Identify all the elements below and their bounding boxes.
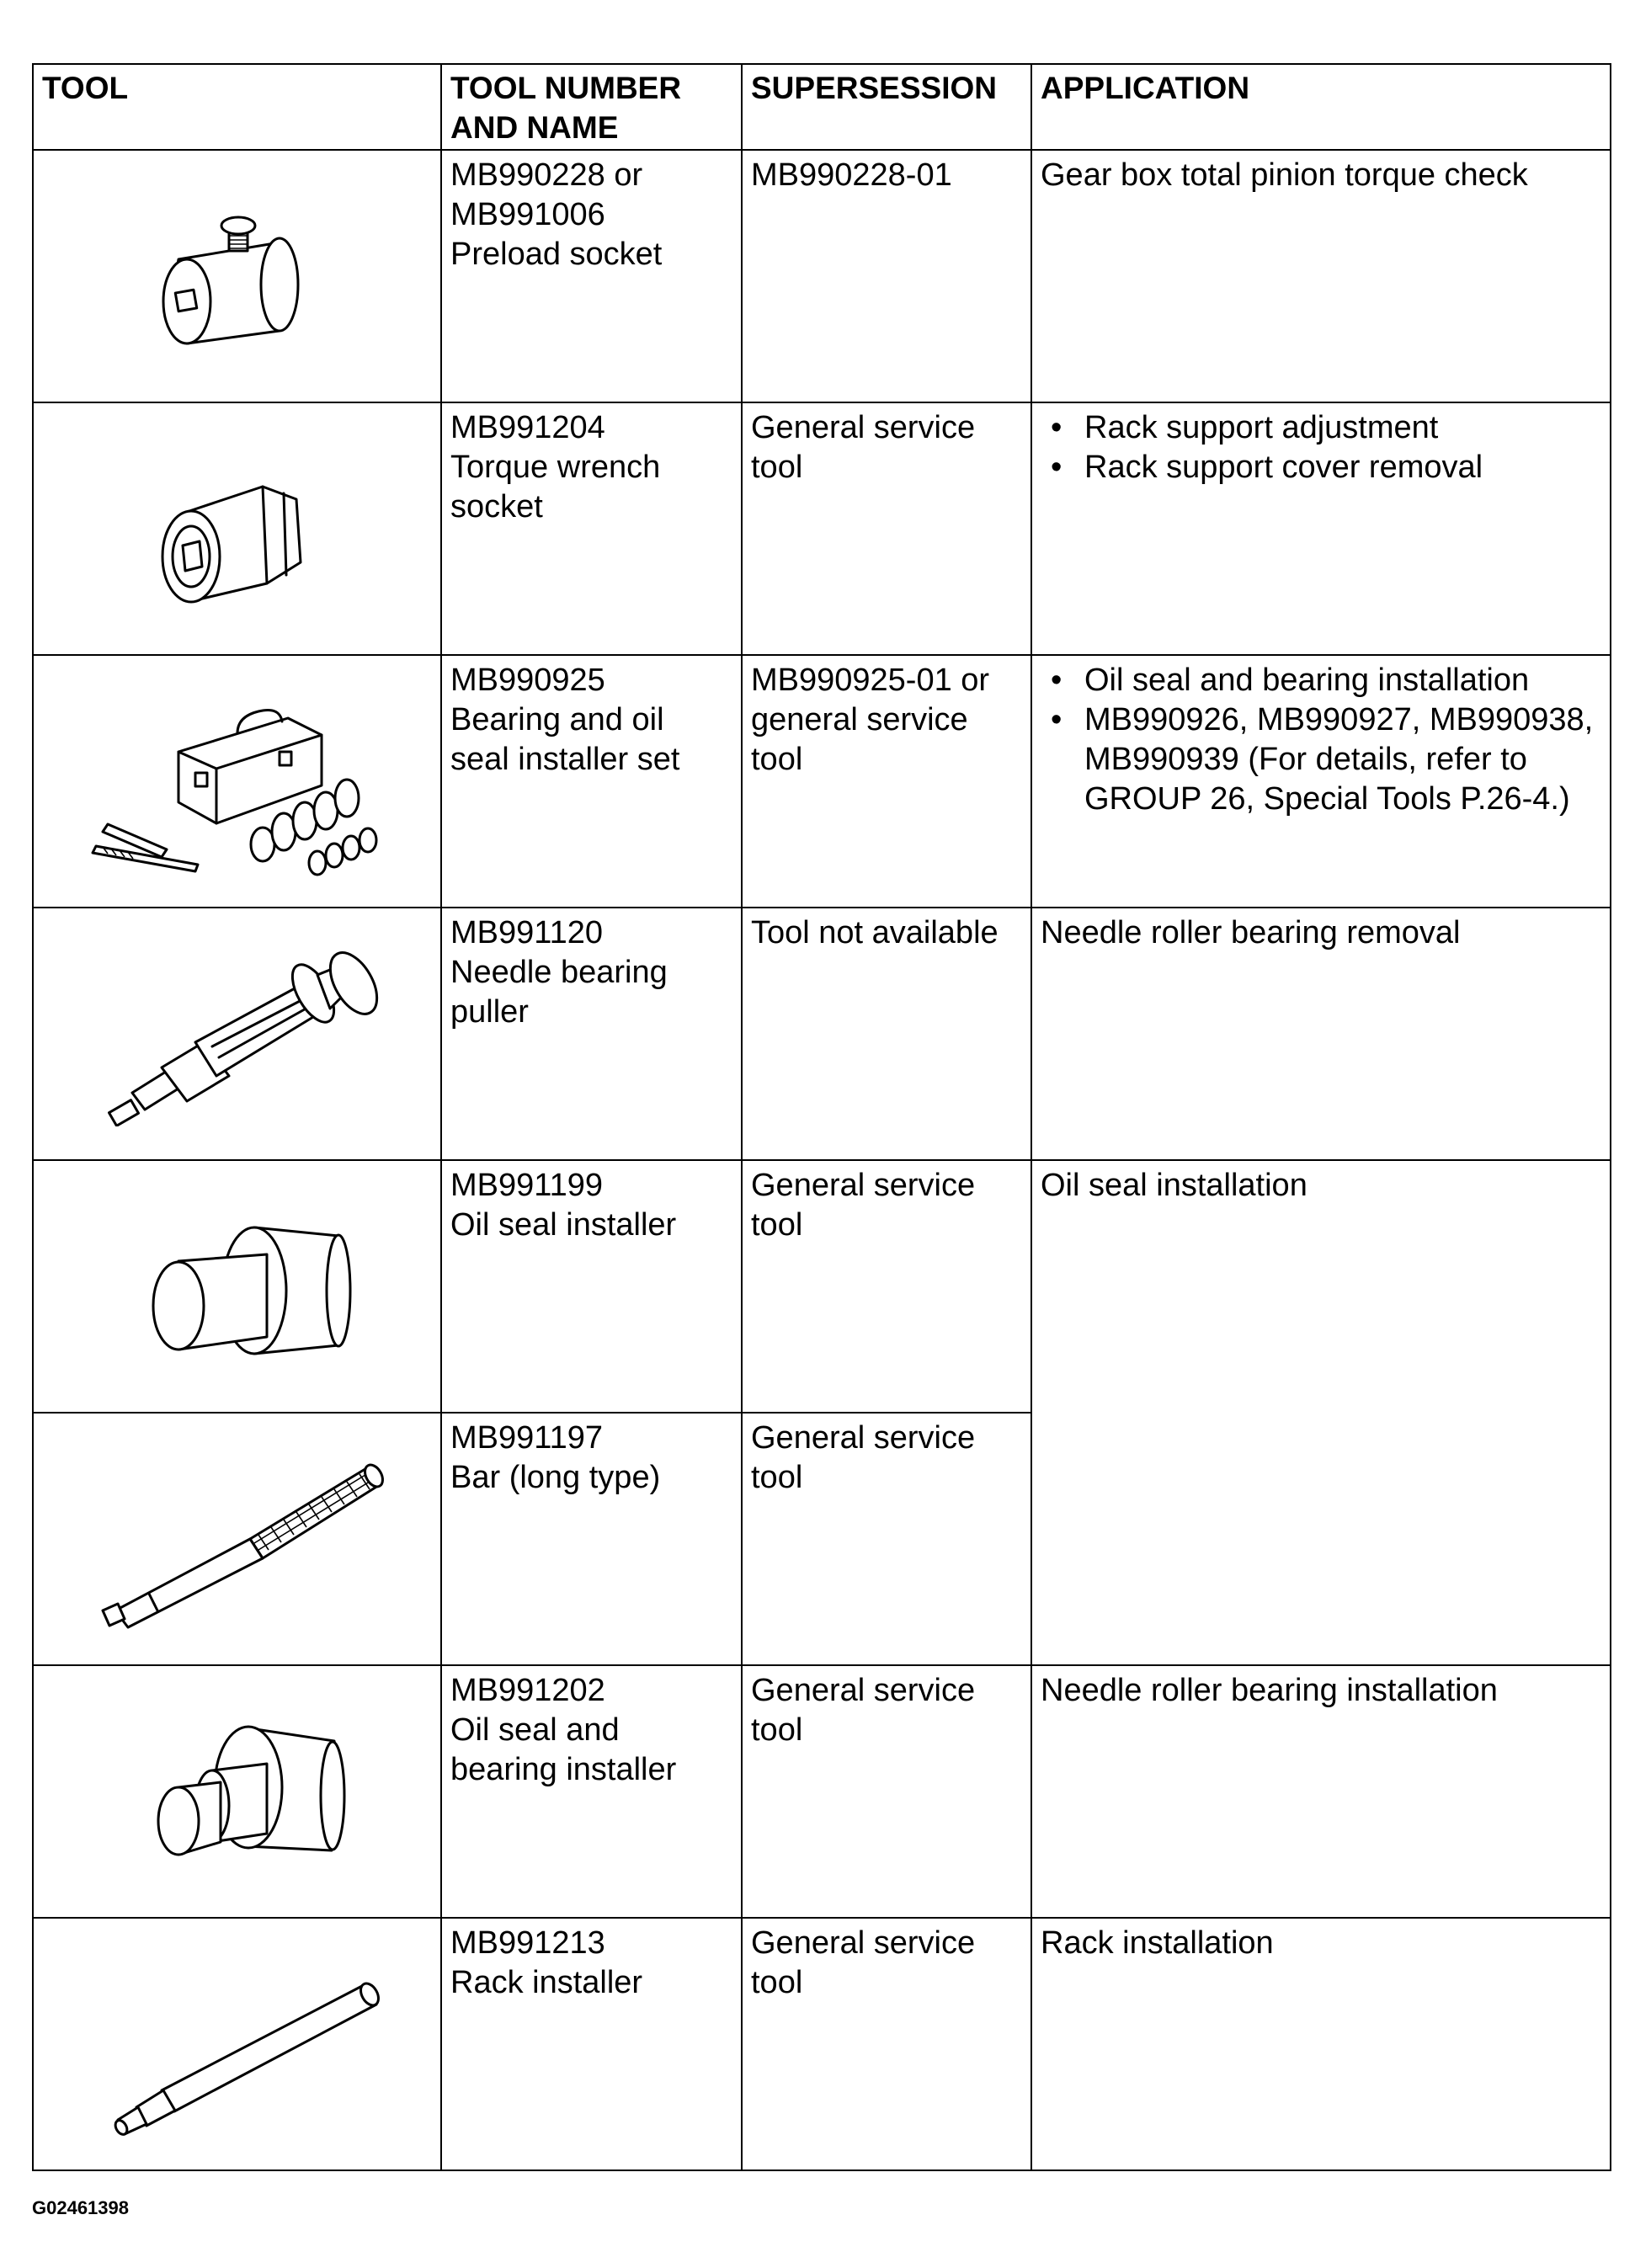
bearing-installer-icon bbox=[111, 1695, 364, 1888]
tool-number-line: MB990925 bbox=[450, 663, 605, 698]
needle-bearing-puller-icon bbox=[86, 941, 389, 1126]
application-cell: Needle roller bearing removal bbox=[1031, 908, 1611, 1160]
tool-image-cell bbox=[33, 655, 441, 908]
application-item: • Rack support cover removal bbox=[1084, 448, 1601, 487]
header-application: APPLICATION bbox=[1031, 64, 1611, 150]
application-item: • MB990926, MB990927, MB990938, MB990939 (For details, refer to GROUP 26, Special Tools P.26-4.) bbox=[1084, 700, 1601, 819]
supersession-cell: General service tool bbox=[742, 1160, 1031, 1413]
tool-name-line: Oil seal installer bbox=[450, 1207, 677, 1243]
oil-seal-installer-icon bbox=[111, 1194, 364, 1379]
torque-wrench-socket-icon bbox=[120, 436, 355, 621]
tool-number-line: MB990228 or bbox=[450, 157, 643, 193]
tool-image-cell bbox=[33, 402, 441, 655]
preload-socket-icon bbox=[120, 184, 355, 369]
table-row bbox=[33, 150, 1611, 402]
figure-id: G02461398 bbox=[32, 2197, 129, 2218]
tool-number-name-cell bbox=[441, 908, 742, 1160]
tool-number-name-cell bbox=[441, 1665, 742, 1918]
application-cell: Needle roller bearing installation bbox=[1031, 1665, 1611, 1918]
tool-number-line: MB991006 bbox=[450, 197, 605, 232]
supersession-cell: MB990925-01 or general service tool bbox=[742, 655, 1031, 908]
tool-number-name-cell bbox=[441, 1918, 742, 2170]
tool-name-line: Needle bearing bbox=[450, 955, 668, 990]
tool-name-line: Preload socket bbox=[450, 237, 663, 272]
table-row bbox=[33, 1665, 1611, 1918]
tool-image-cell bbox=[33, 1413, 441, 1665]
table-row bbox=[33, 402, 1611, 655]
supersession-cell: General service tool bbox=[742, 1413, 1031, 1665]
header-tool: TOOL bbox=[33, 64, 441, 150]
tool-number-name-cell bbox=[441, 150, 742, 402]
tool-image-cell bbox=[33, 908, 441, 1160]
application-cell bbox=[1031, 655, 1611, 908]
application-item: • Rack support adjustment bbox=[1084, 408, 1601, 448]
tool-name-line: Rack installer bbox=[450, 1965, 643, 2000]
supersession-cell: General service tool bbox=[742, 402, 1031, 655]
tool-name-line: seal installer set bbox=[450, 742, 680, 777]
table-row bbox=[33, 1160, 1611, 1413]
tool-name-line: bearing installer bbox=[450, 1752, 677, 1787]
application-item: • Oil seal and bearing installation bbox=[1084, 661, 1601, 700]
tool-name-line: socket bbox=[450, 489, 543, 524]
application-cell bbox=[1031, 402, 1611, 655]
tool-name-line: Torque wrench bbox=[450, 450, 661, 485]
table-header-row bbox=[33, 64, 1611, 150]
tool-number-name-cell bbox=[441, 1160, 742, 1413]
tool-name-line: Bar (long type) bbox=[450, 1460, 661, 1495]
tool-number-line: MB991204 bbox=[450, 410, 605, 445]
header-number-name: TOOL NUMBER AND NAME bbox=[441, 64, 742, 150]
tool-number-line: MB991213 bbox=[450, 1925, 605, 1961]
header-supersession: SUPERSESSION bbox=[742, 64, 1031, 150]
application-list bbox=[1041, 408, 1601, 487]
supersession-cell: Tool not available bbox=[742, 908, 1031, 1160]
table-row bbox=[33, 655, 1611, 908]
supersession-cell: MB990228-01 bbox=[742, 150, 1031, 402]
tool-name-line: Bearing and oil bbox=[450, 702, 664, 737]
installer-set-icon bbox=[69, 684, 406, 878]
tool-name-line: puller bbox=[450, 994, 529, 1030]
supersession-cell: General service tool bbox=[742, 1918, 1031, 2170]
supersession-cell: General service tool bbox=[742, 1665, 1031, 1918]
tool-image-cell bbox=[33, 1160, 441, 1413]
tool-number-line: MB991199 bbox=[450, 1168, 603, 1203]
tool-image-cell bbox=[33, 1665, 441, 1918]
application-cell: Gear box total pinion torque check bbox=[1031, 150, 1611, 402]
tool-number-name-cell bbox=[441, 1413, 742, 1665]
application-cell: Rack installation bbox=[1031, 1918, 1611, 2170]
special-tools-table bbox=[32, 63, 1611, 2171]
tool-image-cell bbox=[33, 150, 441, 402]
rack-installer-icon bbox=[69, 1947, 406, 2141]
tool-number-name-cell bbox=[441, 402, 742, 655]
application-list bbox=[1041, 661, 1601, 819]
tool-number-line: MB991120 bbox=[450, 915, 603, 950]
long-bar-icon bbox=[69, 1442, 406, 1636]
tool-name-line: Oil seal and bbox=[450, 1712, 620, 1748]
application-cell: Oil seal installation bbox=[1031, 1160, 1611, 1665]
tool-number-line: MB991202 bbox=[450, 1673, 605, 1708]
tool-number-line: MB991197 bbox=[450, 1420, 603, 1456]
tool-number-name-cell bbox=[441, 655, 742, 908]
table-row bbox=[33, 908, 1611, 1160]
table-row bbox=[33, 1918, 1611, 2170]
tool-image-cell bbox=[33, 1918, 441, 2170]
